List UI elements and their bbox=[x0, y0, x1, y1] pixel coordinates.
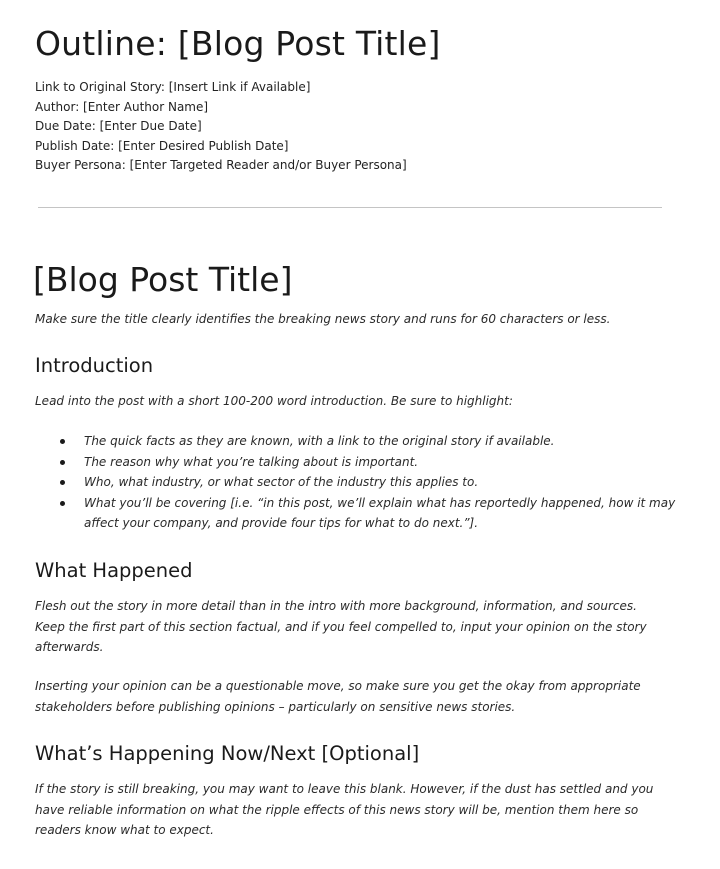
bullet-text: The reason why what you’re talking about is important. bbox=[84, 454, 419, 469]
bullet-text: The quick facts as they are known, with a link to the original story if available. bbox=[84, 434, 555, 448]
list-item bbox=[58, 493, 680, 534]
list-item bbox=[58, 472, 698, 493]
bullet-text: What you’ll be covering [i.e. “in this post, we’ll explain what has reportedly happened, how it may affect your company, and provide four tips for what to do next.”]. bbox=[84, 495, 676, 530]
list-item bbox=[58, 452, 698, 473]
author-field: Author: [Enter Author Name] bbox=[35, 99, 209, 114]
title-guidance: Make sure the title clearly identifies the breaking news story and runs for 60 characters or less. bbox=[35, 312, 611, 326]
section-divider bbox=[38, 207, 662, 208]
outline-metadata bbox=[35, 78, 407, 176]
what-happened-heading: What Happened bbox=[35, 559, 193, 582]
introduction-bullet-list bbox=[58, 431, 698, 534]
bullet-icon bbox=[60, 501, 65, 506]
whats-next-paragraph: If the story is still breaking, you may want to leave this blank. However, if the dust has settled and you have reliable information on what the ripple effects of this news story will be, mention them here so readers know what to expect. bbox=[35, 782, 654, 837]
introduction-heading: Introduction bbox=[35, 354, 154, 377]
bullet-icon bbox=[60, 480, 65, 485]
what-happened-paragraph-1: Flesh out the story in more detail than in the intro with more background, information, and sources. Keep the first part of this section factual, and if you feel compelled to, input your opinion on the story afterwards. bbox=[35, 599, 647, 654]
what-happened-paragraph-2: Inserting your opinion can be a questionable move, so make sure you get the okay from appropriate stakeholders before publishing opinions – particularly on sensitive news stories. bbox=[35, 679, 641, 714]
post-title: [Blog Post Title] bbox=[33, 260, 293, 299]
introduction-lead: Lead into the post with a short 100-200 word introduction. Be sure to highlight: bbox=[35, 394, 513, 408]
buyer-persona-field: Buyer Persona: [Enter Targeted Reader and/or Buyer Persona] bbox=[35, 158, 407, 172]
bullet-text: Who, what industry, or what sector of the industry this applies to. bbox=[84, 475, 479, 489]
outline-title: Outline: [Blog Post Title] bbox=[35, 24, 441, 63]
bullet-icon bbox=[60, 439, 65, 444]
original-story-link-field: Link to Original Story: [Insert Link if Available] bbox=[35, 80, 311, 94]
whats-next-heading: What’s Happening Now/Next [Optional] bbox=[35, 742, 420, 765]
list-item bbox=[58, 431, 698, 452]
due-date-field: Due Date: [Enter Due Date] bbox=[35, 119, 202, 133]
publish-date-field: Publish Date: [Enter Desired Publish Date] bbox=[35, 138, 289, 153]
bullet-icon bbox=[60, 460, 65, 465]
